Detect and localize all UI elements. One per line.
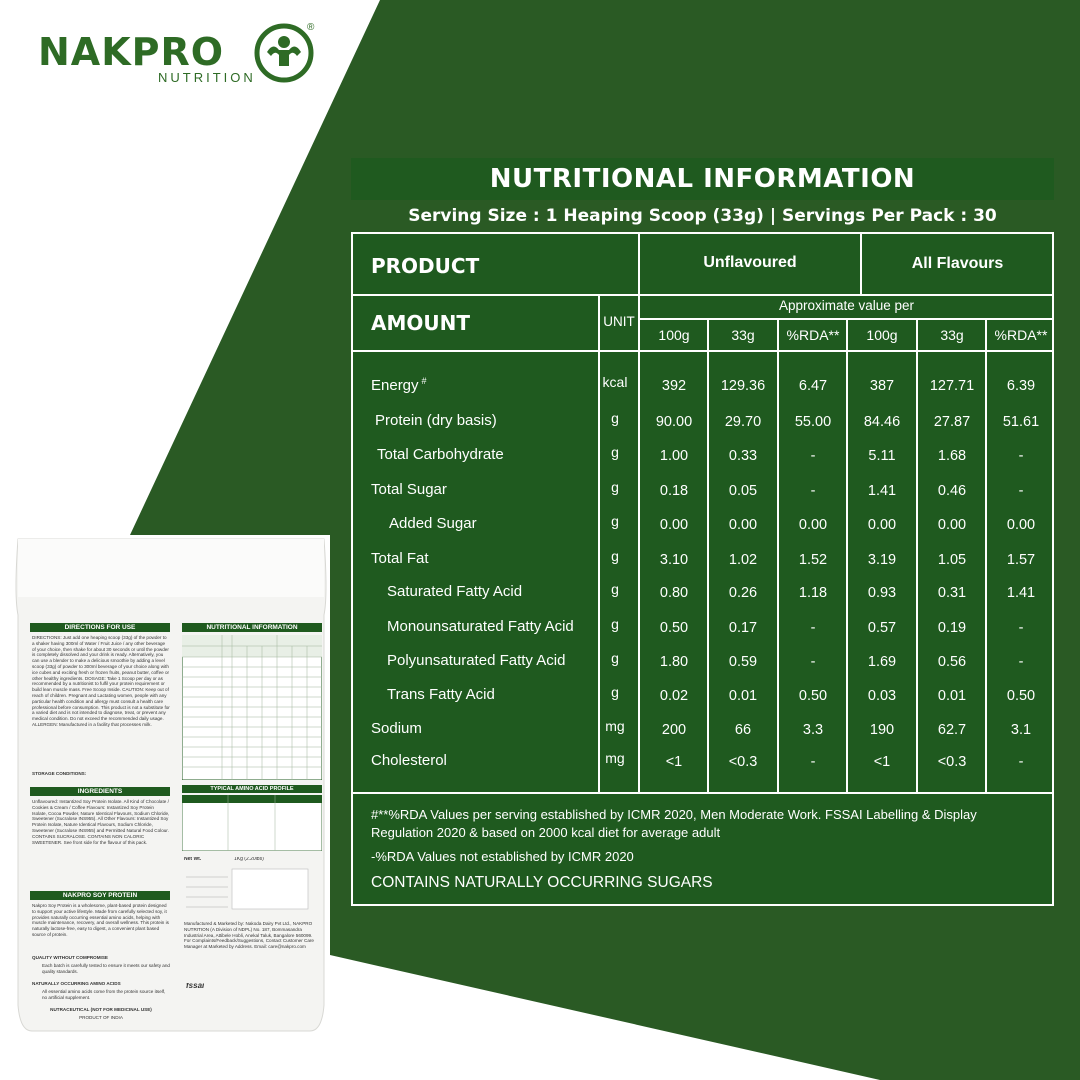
unflavoured-header: Unflavoured: [703, 254, 797, 271]
product-pouch: [10, 535, 332, 1035]
nutrient-label: [387, 686, 495, 703]
natural-sugars-note: CONTAINS NATURALLY OCCURRING SUGARS: [371, 874, 713, 891]
brand-subtitle: NUTRITION: [158, 70, 256, 85]
pouch-nutraceutical: NUTRACEUTICAL (NOT FOR MEDICINAL USE): [50, 1007, 152, 1012]
nutrient-value: 6.39: [1006, 378, 1036, 394]
all-flavours-header: All Flavours: [911, 255, 1004, 272]
product-header: PRODUCT: [371, 254, 480, 278]
nutrient-value: -: [810, 483, 816, 499]
nutrient-value: 0.26: [728, 585, 758, 601]
nutrient-name: Trans Fatty Acid: [387, 686, 495, 703]
nutrient-value: 3.10: [659, 552, 689, 568]
nutrient-label: [371, 720, 422, 737]
brand-name: NAKPRO: [38, 30, 225, 74]
nutrient-value: 392: [661, 378, 687, 394]
nutrient-label: [375, 412, 497, 429]
nutrient-value: 51.61: [1002, 414, 1040, 430]
nutrient-value: 0.80: [659, 585, 689, 601]
pouch-nutrition-table: [182, 635, 322, 780]
nutrient-value: 0.33: [728, 448, 758, 464]
nutrient-name: Sodium: [371, 720, 422, 737]
pouch-directions-title: DIRECTIONS FOR USE: [30, 623, 170, 632]
nutrient-value: 0.50: [659, 620, 689, 636]
nutrient-label: [371, 550, 429, 567]
nutrient-unit: g: [611, 444, 619, 460]
unit-header: UNIT: [603, 314, 635, 329]
nutrient-value: 1.41: [1006, 585, 1036, 601]
nutrient-name: Total Sugar: [371, 481, 447, 498]
nutrient-value: -: [810, 754, 816, 770]
divider: [353, 350, 1053, 352]
nutrient-unit: g: [611, 410, 619, 426]
nutrition-table: [351, 232, 1054, 794]
divider: [638, 294, 640, 794]
nutrient-value: 0.57: [867, 620, 897, 636]
nutrient-value: 3.1: [1010, 722, 1032, 738]
nutrient-value: <0.3: [937, 754, 967, 770]
nutrient-value: -: [810, 620, 816, 636]
pouch-amino-note-text: All essential amino acids come from the protein source itself, no artificial supplement.: [42, 989, 166, 1000]
nutrient-unit: g: [611, 479, 619, 495]
nutrient-value: -: [1018, 448, 1024, 464]
nutrient-name: Total Carbohydrate: [377, 446, 504, 463]
nutrient-unit: mg: [605, 718, 625, 734]
bodybuilder-icon: [253, 22, 315, 84]
nutrient-name: Protein (dry basis): [375, 412, 497, 429]
nutrient-value: 0.56: [937, 654, 967, 670]
nutrient-value: 190: [869, 722, 895, 738]
nutrient-value: 62.7: [937, 722, 967, 738]
pouch-net-wt-label: Net Wt.: [184, 857, 202, 862]
nutrient-value: 0.31: [937, 585, 967, 601]
nutrient-value: 0.93: [867, 585, 897, 601]
nutrient-value: 200: [661, 722, 687, 738]
nutrient-value: 129.36: [720, 378, 766, 394]
nutrient-unit: g: [611, 616, 619, 632]
nutrient-label: [387, 652, 565, 669]
rda-note: #**%RDA Values per serving established by ICMR 2020, Men Moderate Work. FSSAI Labelling & Display Regulation 2020 & based on 2000 kcal diet for average adult: [371, 807, 977, 840]
pouch-soy-text: Nakpro Soy Protein is a wholesome, plant-based protein designed to support your active lifestyle. Made from carefully selected soy, it provides naturally occurring essential amino acids, helping with muscle maintenance, recovery, and overall wellness. This protein is naturally lactose-free, easy to digest, a convenient plant based source of protein.: [32, 903, 169, 937]
nutrient-value: 90.00: [655, 414, 693, 430]
nutrient-label: [389, 515, 477, 532]
nutrient-value: 3.19: [867, 552, 897, 568]
nutrient-value: 3.3: [802, 722, 824, 738]
nutrient-value: 27.87: [933, 414, 971, 430]
nutrient-value: 0.50: [1006, 688, 1036, 704]
nutrient-value: 0.50: [798, 688, 828, 704]
pouch-net-wt-value: 1Kg (2.20lbs): [234, 857, 264, 862]
footnote-marker: #: [421, 376, 427, 386]
nutrient-unit: g: [611, 684, 619, 700]
nutrient-value: 0.00: [728, 517, 758, 533]
nutrient-value: 127.71: [929, 378, 975, 394]
nutrient-unit: g: [611, 581, 619, 597]
divider: [353, 294, 1053, 296]
fssai-logo: fssai: [186, 983, 205, 989]
nutrient-value: 1.52: [798, 552, 828, 568]
pouch-ingredients-text: Unflavoured: Instantized Soy Protein Isolate. All Kind of Chocolate / Cookies & Cream / Coffee Flavours: Instantized Soy Protein Isolate, Cocoa Powder, Nature Identical Flavours, Sodium Chloride, Sweetener (Sucralose INS955). All Other Flavours: Instantized Soy Protein Isolate, Nature Identical Flavours, Sodium Chloride, Sweetener (Sucralose INS955) and Permitted Natural Food Colour. CONTAINS SUCRALOSE. CONTAINS NON CALORIC SWEETENER. See front side for the flavour of this pack.: [32, 799, 170, 845]
pouch-storage: STORAGE CONDITIONS:: [32, 771, 87, 776]
nutrient-value: 5.11: [868, 448, 896, 464]
nutrient-value: 0.00: [659, 517, 689, 533]
nutrient-value: 0.00: [937, 517, 967, 533]
nutrient-value: 0.18: [659, 483, 689, 499]
column-header: 100g: [658, 327, 690, 343]
nutrient-value: 0.03: [867, 688, 897, 704]
pouch-amino-title: TYPICAL AMINO ACID PROFILE: [182, 785, 322, 793]
nutrient-value: 1.68: [937, 448, 967, 464]
nutrient-label: [371, 752, 447, 769]
nutrient-value: 1.80: [659, 654, 689, 670]
nutrient-value: 0.59: [728, 654, 758, 670]
amount-header: AMOUNT: [371, 311, 471, 335]
serving-size: Serving Size : 1 Heaping Scoop (33g) | Servings Per Pack : 30: [408, 206, 997, 226]
nutrient-value: 29.70: [724, 414, 762, 430]
nutrient-value: 0.19: [937, 620, 967, 636]
nutrient-value: 0.00: [1006, 517, 1036, 533]
pouch-amino-note-title: NATURALLY OCCURRING AMINO ACIDS: [32, 981, 121, 986]
nutrient-value: 0.05: [728, 483, 758, 499]
nutrient-value: 1.05: [937, 552, 967, 568]
nutrient-value: <0.3: [728, 754, 758, 770]
nutrient-value: 0.46: [937, 483, 967, 499]
nutrient-label: [387, 618, 574, 635]
nutrient-name: Energy: [371, 377, 419, 394]
nutrient-value: 387: [869, 378, 895, 394]
nutrient-value: 0.01: [728, 688, 758, 704]
column-header: 100g: [866, 327, 898, 343]
nutrient-value: -: [1018, 654, 1024, 670]
nutrient-label: [387, 583, 522, 600]
nutrient-value: 84.46: [863, 414, 901, 430]
nutrient-value: 66: [734, 722, 752, 738]
pouch-amino-table: [182, 795, 322, 851]
registered-mark: ®: [307, 22, 315, 33]
nutrient-value: 0.00: [867, 517, 897, 533]
brand-logo: [38, 22, 328, 92]
nutrient-label: [377, 446, 504, 463]
nutrient-name: Cholesterol: [371, 752, 447, 769]
nutrition-title: NUTRITIONAL INFORMATION: [351, 158, 1054, 200]
pouch-batch-box: [182, 867, 322, 915]
nutrient-value: -: [1018, 754, 1024, 770]
pouch-quality-text: Each batch is carefully tested to ensure it meets our safety and quality standards.: [42, 963, 170, 974]
nutrient-value: 1.57: [1006, 552, 1036, 568]
nutrient-value: -: [810, 654, 816, 670]
nutrient-value: <1: [873, 754, 891, 770]
pouch-ingredients-title: INGREDIENTS: [30, 787, 170, 796]
nutrient-value: 1.02: [728, 552, 758, 568]
nutrient-name: Added Sugar: [389, 515, 477, 532]
nutrient-unit: mg: [605, 750, 625, 766]
nutrient-value: 0.02: [659, 688, 689, 704]
nutrient-value: 55.00: [794, 414, 832, 430]
approx-header: Approximate value per: [778, 298, 915, 313]
nutrient-value: -: [810, 448, 816, 464]
nutrient-value: -: [1018, 483, 1024, 499]
column-header: 33g: [731, 327, 755, 343]
nutrient-name: Saturated Fatty Acid: [387, 583, 523, 600]
nutrient-unit: g: [611, 548, 619, 564]
nutrient-value: 6.47: [798, 378, 828, 394]
nutrient-value: 0.00: [798, 517, 828, 533]
nutrient-value: 1.41: [867, 483, 897, 499]
pouch-product-of: PRODUCT OF INDIA: [79, 1015, 123, 1020]
nutrient-value: 1.69: [867, 654, 897, 670]
nutrient-label: [371, 481, 447, 498]
nutrient-value: 0.01: [937, 688, 967, 704]
nutrient-label: [371, 376, 427, 394]
rda-not-established-note: -%RDA Values not established by ICMR 2020: [371, 849, 634, 864]
pouch-quality-title: QUALITY WITHOUT COMPROMISE: [32, 955, 108, 960]
pouch-manufacturer-text: Manufactured & Marketed by: Nakoda Dairy Pvt Ltd., NAKPRO NUTRITION (A Division of NDPL) No. 187, Bommasandra Industrial Area, Attibele Hobli, Anekal Taluk, Bangalore 560099. For Complaints/Feedback/Suggestions, Contact Customer Care Manager at Marketed by Address. Email: care@nakpro.com: [184, 921, 314, 950]
nutrient-name: Polyunsaturated Fatty Acid: [387, 652, 566, 669]
nutrient-unit: kcal: [602, 374, 628, 390]
nutrient-value: <1: [665, 754, 683, 770]
pouch-soy-title: NAKPRO SOY PROTEIN: [30, 891, 170, 900]
nutrient-unit: g: [611, 650, 619, 666]
nutrient-name: Monounsaturated Fatty Acid: [387, 618, 574, 635]
nutrient-name: Total Fat: [371, 550, 429, 567]
nutrient-value: 1.00: [659, 448, 689, 464]
column-header: 33g: [940, 327, 964, 343]
nutrient-value: 0.17: [728, 620, 758, 636]
nutrient-unit: g: [611, 513, 619, 529]
pouch-directions-text: DIRECTIONS: Just add one heaping scoop (33g) of the powder to a shaker having 300ml of Water / Fruit Juice / any other beverage of your choice, then shake for about 30 seconds or until the powder is completely dissolved and your drink is ready. Alternatively, you can use a blender to make a delicious smoothie by adding a level scoop (33g) of powder to 300ml beverage of your choice along with ice cubes and exciting fresh or frozen fruits, peanut butter, coffee or other healthy ingredients. DOSAGE: Take 1 Scoop per day or as recommended by a nutritionist to fulfil your protein requirement or build lean muscle mass. Free Scoop Inside. CAUTION: Keep out of reach of children. Pregnant and Lactating women, people with any particular health condition and allergy must consult a health care professional before consumption. This product is not a substitute for a varied diet and is not intended to diagnose, treat, or prevent any medical condition. Do not exceed the recommended daily usage. ALLERGEN: Manufactured in a facility that processes milk.: [32, 635, 170, 727]
pouch-nutrition-title: NUTRITIONAL INFORMATION: [182, 623, 322, 632]
nutrient-value: -: [1018, 620, 1024, 636]
nutrient-value: 1.18: [798, 585, 828, 601]
column-header: %RDA**: [994, 327, 1048, 343]
table-notes: [351, 794, 1054, 906]
column-header: %RDA**: [786, 327, 840, 343]
